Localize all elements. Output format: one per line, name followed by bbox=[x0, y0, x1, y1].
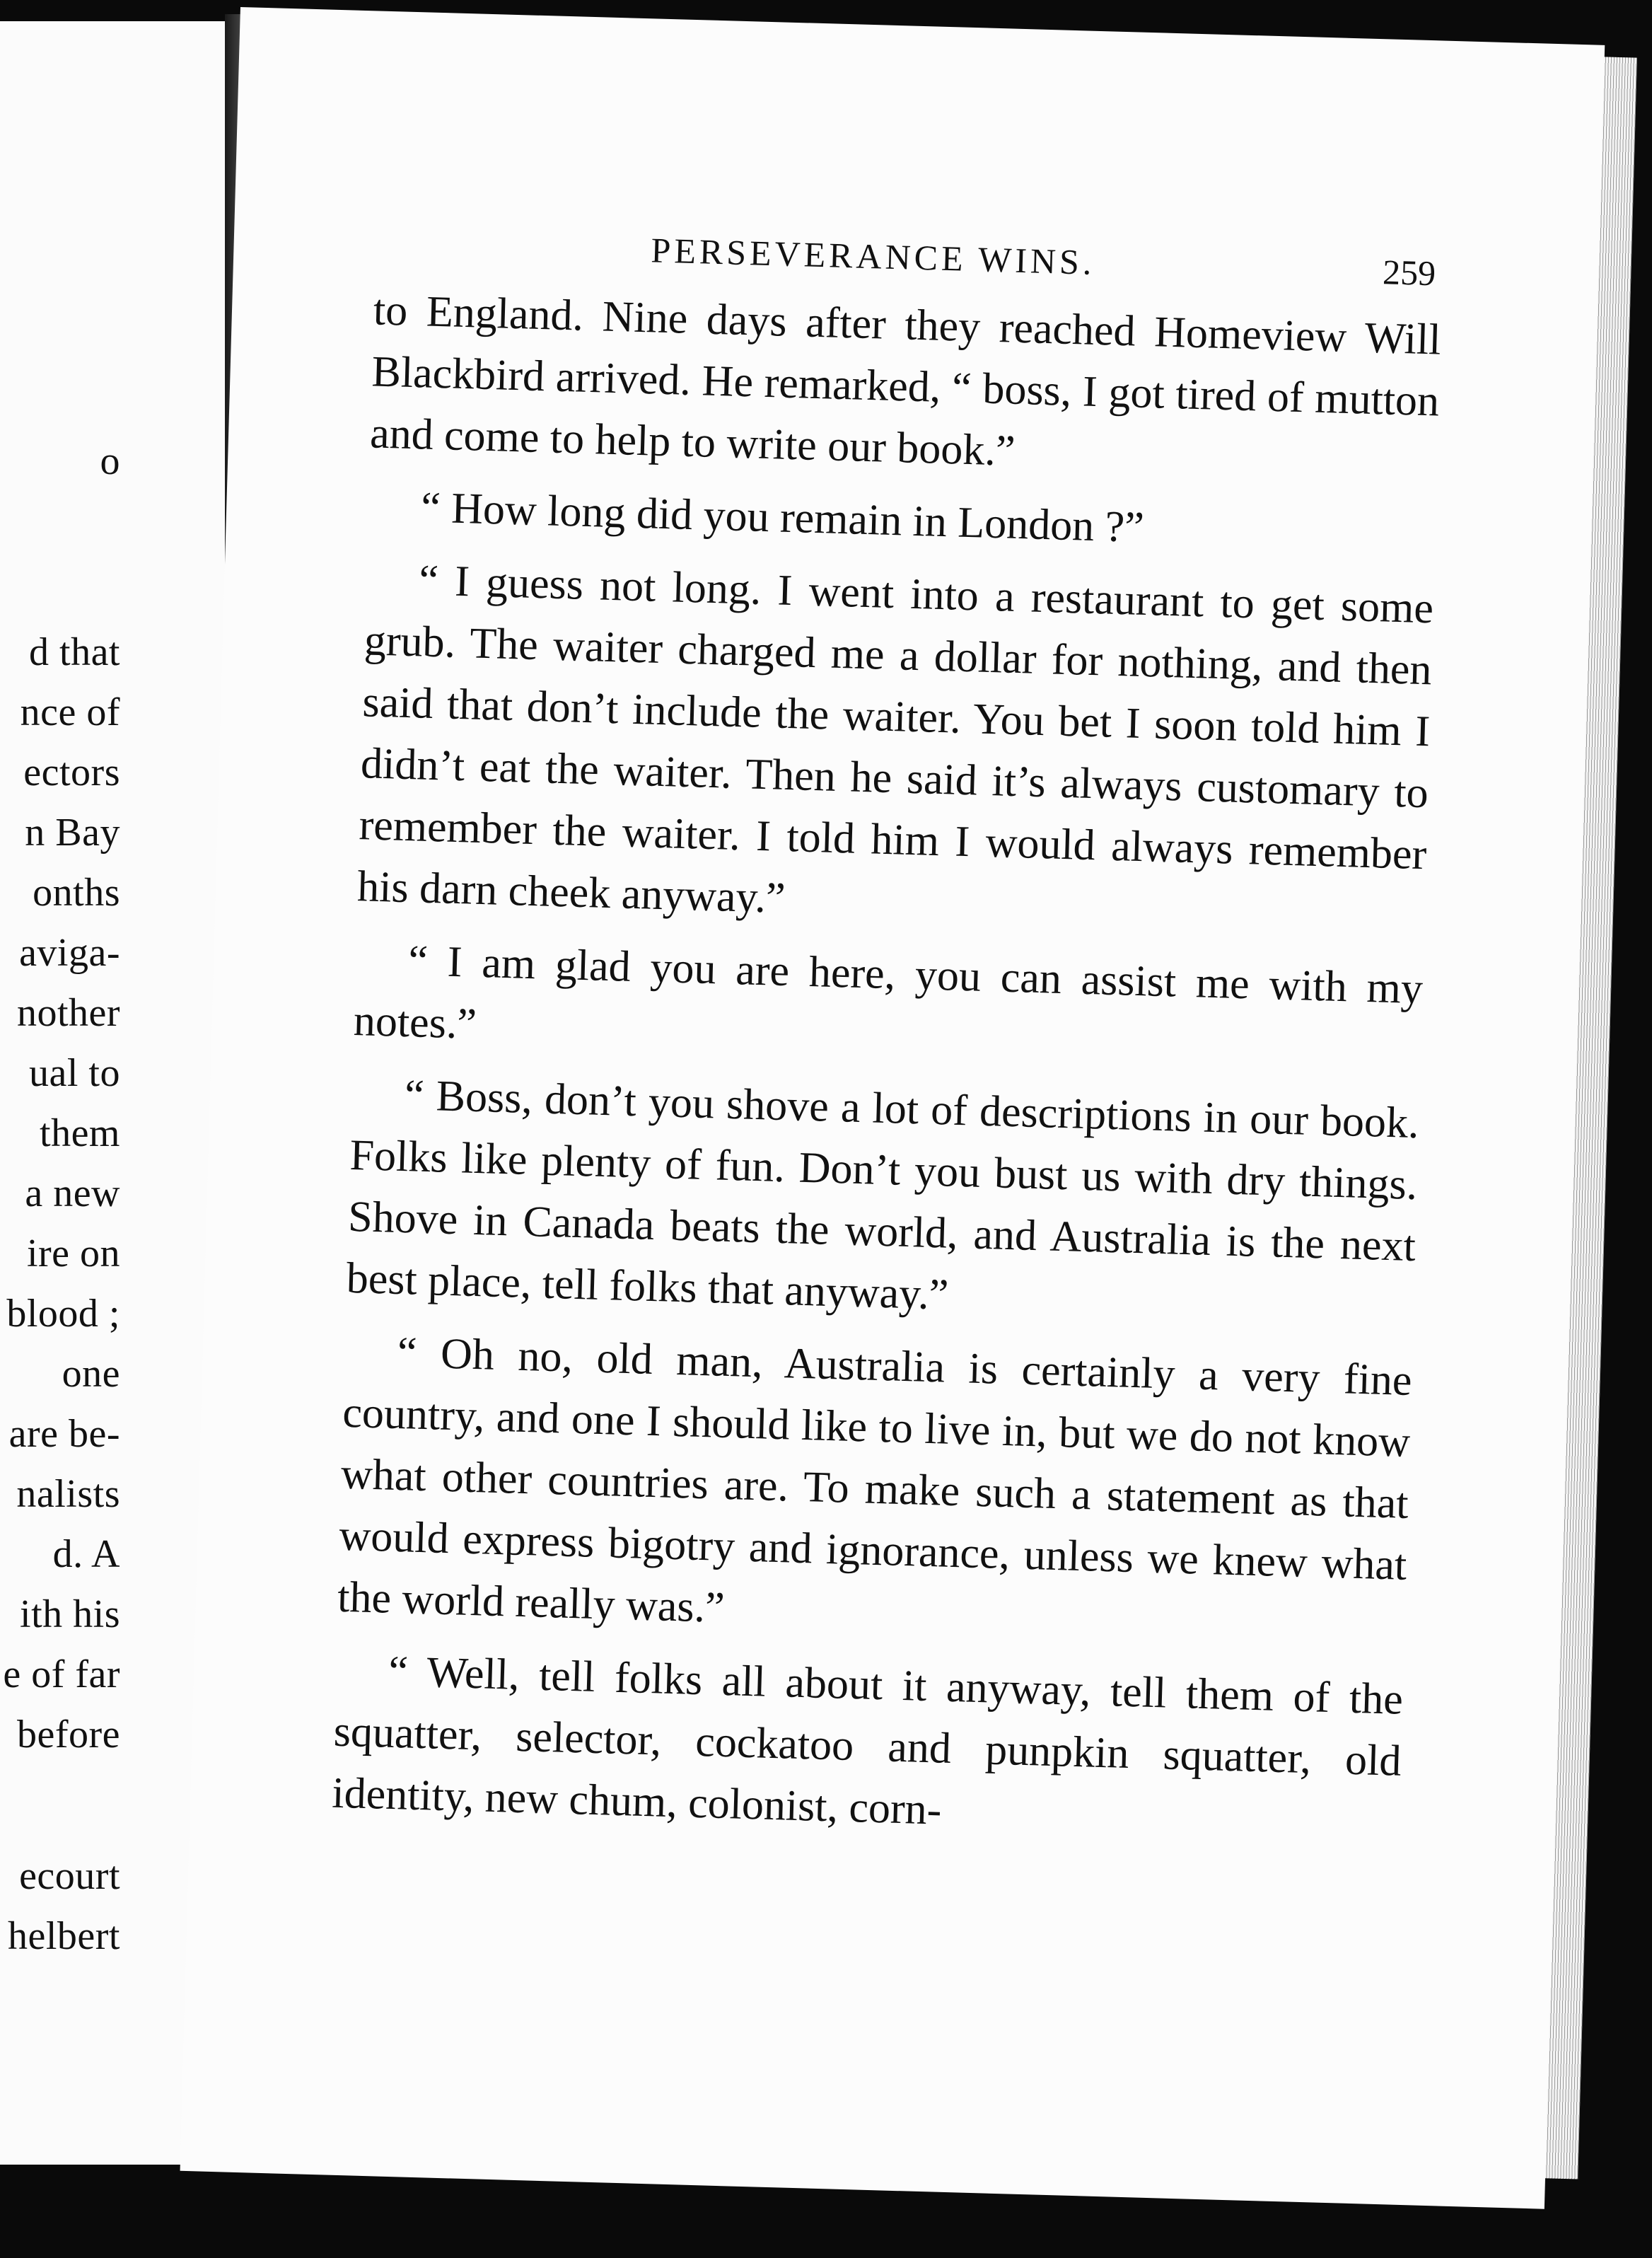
left-page-line: before bbox=[16, 1713, 120, 1756]
paragraph: to England. Nine days after they reached Homeview Will Blackbird arrived. He remarked, “ boss, I got tired of mutton and come to help to write our book.” bbox=[369, 286, 1442, 475]
left-page-line: ire on bbox=[26, 1232, 120, 1275]
left-page-line: nce of bbox=[20, 690, 120, 734]
paragraph: “ Boss, don’t you shove a lot of descriptions in our book. Folks like plenty of fun. Don’t you bust us with dry things. Shove in Canada beats the world, and Australia is the next best place, tell folks that anyway.” bbox=[345, 1071, 1420, 1319]
left-page-line: ectors bbox=[23, 751, 120, 794]
right-page bbox=[180, 7, 1605, 2209]
paragraph: “ Well, tell folks all about it anyway, tell them of the squatter, selector, cockatoo and punpkin squatter, old identity, new chum, colonist, corn- bbox=[331, 1647, 1404, 1834]
left-page-line: d. A bbox=[52, 1532, 120, 1576]
left-page-line: ual to bbox=[29, 1051, 120, 1095]
left-page-line: e of far bbox=[3, 1652, 120, 1696]
body-text bbox=[331, 279, 1442, 1865]
page-number: 259 bbox=[1382, 252, 1436, 294]
left-page-line: n Bay bbox=[25, 811, 120, 855]
running-head: PERSEVERANCE WINS. bbox=[650, 230, 1096, 282]
left-page-line: onths bbox=[33, 871, 120, 915]
left-page-line: nother bbox=[16, 991, 120, 1035]
left-page-line: o bbox=[100, 439, 120, 483]
paragraph: “ I am glad you are here, you can assist me with my notes.” bbox=[353, 937, 1424, 1048]
left-page-line: them bbox=[40, 1111, 120, 1155]
left-page-line: d that bbox=[29, 630, 120, 674]
left-page-line: blood ; bbox=[6, 1292, 120, 1336]
left-page-line: nalists bbox=[16, 1472, 120, 1516]
left-page-line: are be- bbox=[8, 1412, 120, 1456]
left-page-line: ecourt bbox=[19, 1854, 120, 1898]
left-page-line: a new bbox=[25, 1171, 120, 1215]
left-page-line: aviga- bbox=[19, 931, 120, 975]
left-page-line: helbert bbox=[8, 1914, 120, 1958]
left-page-line: one bbox=[62, 1352, 120, 1396]
paragraph: “ Oh no, old man, Australia is certainly a very fine country, and one I should like to live in, but we do not know what other countries are. To make such a statement as that would express bigotry and ignorance, unless we knew what the world really was.” bbox=[337, 1328, 1413, 1632]
paragraph: “ I guess not long. I went into a restaurant to get some grub. The waiter charged me a dollar for nothing, and then said that don’t include the waiter. You bet I soon told him I didn’t eat the waiter. Then he said it’s always customary to remember the waiter. I told him I would always remember his darn cheek anyway.” bbox=[356, 556, 1434, 922]
left-page-line: ith his bbox=[20, 1592, 120, 1636]
paragraph: “ How long did you remain in London ?” bbox=[420, 483, 1145, 552]
